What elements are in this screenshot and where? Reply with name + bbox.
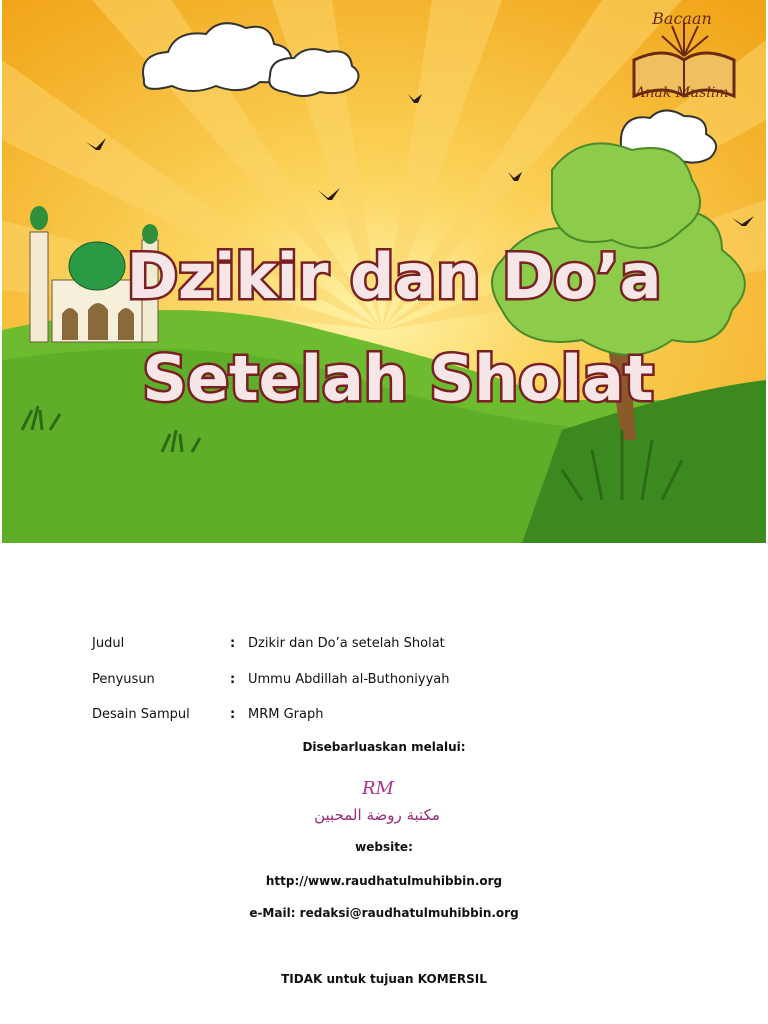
series-logo-top-text: Bacaan bbox=[652, 9, 712, 28]
info-value: MRM Graph bbox=[248, 707, 324, 722]
website-label: website: bbox=[355, 840, 413, 854]
email-line[interactable]: e-Mail: redaksi@raudhatulmuhibbin.org bbox=[249, 906, 519, 920]
info-value: Dzikir dan Do’a setelah Sholat bbox=[248, 636, 445, 651]
cover-scene bbox=[2, 0, 766, 543]
website-url[interactable]: http://www.raudhatulmuhibbin.org bbox=[265, 874, 503, 888]
publisher-calligraphy-logo bbox=[314, 774, 440, 832]
cover-illustration bbox=[2, 0, 766, 543]
series-logo-bottom-text: Anak Muslim bbox=[635, 85, 729, 101]
cover-title-line2: Setelah Sholat bbox=[142, 342, 654, 415]
cover-title-line1: Dzikir dan Do’a bbox=[126, 240, 662, 313]
info-label: Desain Sampul bbox=[92, 707, 190, 722]
publisher-monogram: RM bbox=[362, 778, 394, 799]
info-label: Judul bbox=[92, 636, 125, 651]
info-value: Ummu Abdillah al-Buthoniyyah bbox=[248, 672, 450, 687]
info-separator: : bbox=[230, 672, 236, 687]
info-label: Penyusun bbox=[92, 672, 155, 687]
distributed-via-text: Disebarluaskan melalui: bbox=[302, 740, 466, 754]
publisher-arabic-name: مكتبة روضة المحبين bbox=[314, 806, 440, 824]
info-separator: : bbox=[230, 707, 236, 722]
non-commercial-notice: TIDAK untuk tujuan KOMERSIL bbox=[281, 972, 487, 986]
info-separator: : bbox=[230, 636, 236, 651]
